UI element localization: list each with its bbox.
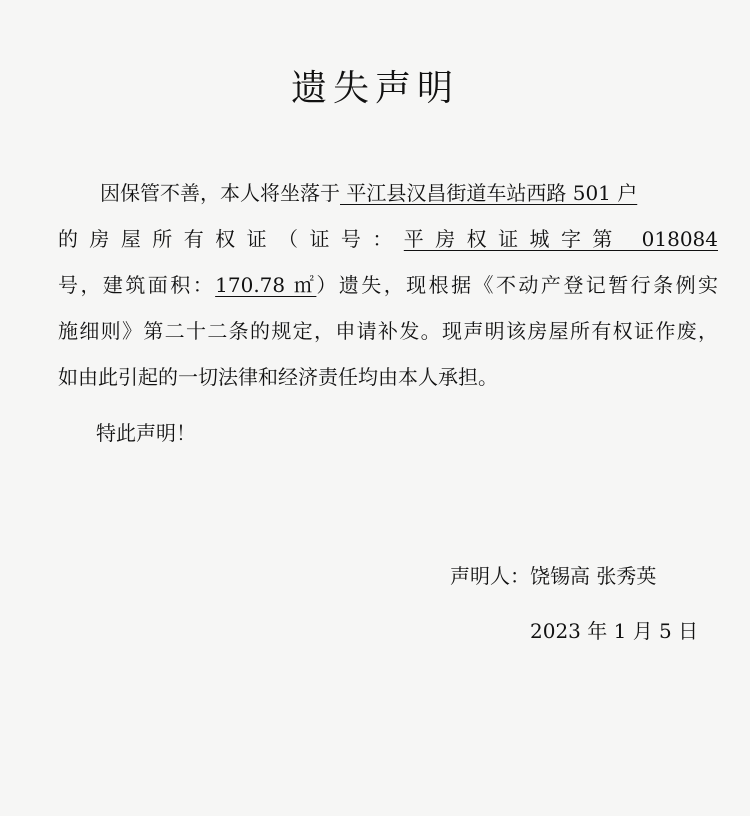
- statement-body: [58, 170, 718, 400]
- closing-statement: 特此声明！: [96, 421, 196, 445]
- line2-prefix: 的房屋所有权证（证号：: [58, 227, 404, 251]
- line3-prefix: 号，建筑面积：: [58, 273, 216, 297]
- statement-line-4: 施细则》第二十二条的规定，申请补发。现声明该房屋所有权证作废，: [58, 319, 718, 343]
- statement-date: 2023 年 1 月 5 日: [530, 619, 699, 643]
- statement-line-2: [58, 216, 718, 262]
- line3-suffix: ）遗失，现根据《不动产登记暂行条例实: [316, 273, 719, 297]
- building-area: 170.78 ㎡: [215, 273, 317, 297]
- statement-line-3: [58, 262, 718, 308]
- line1-prefix: 因保管不善，本人将坐落于: [100, 181, 340, 205]
- certificate-number: 平房权证城字第 018084: [403, 227, 718, 251]
- statement-line-1: [58, 170, 718, 216]
- document-title: 遗失声明: [290, 68, 459, 109]
- declarant-names: 声明人：饶锡高 张秀英: [450, 564, 657, 588]
- property-address: 平江县汉昌街道车站西路 501 户: [340, 181, 638, 205]
- statement-line-5: 如由此引起的一切法律和经济责任均由本人承担。: [58, 365, 498, 389]
